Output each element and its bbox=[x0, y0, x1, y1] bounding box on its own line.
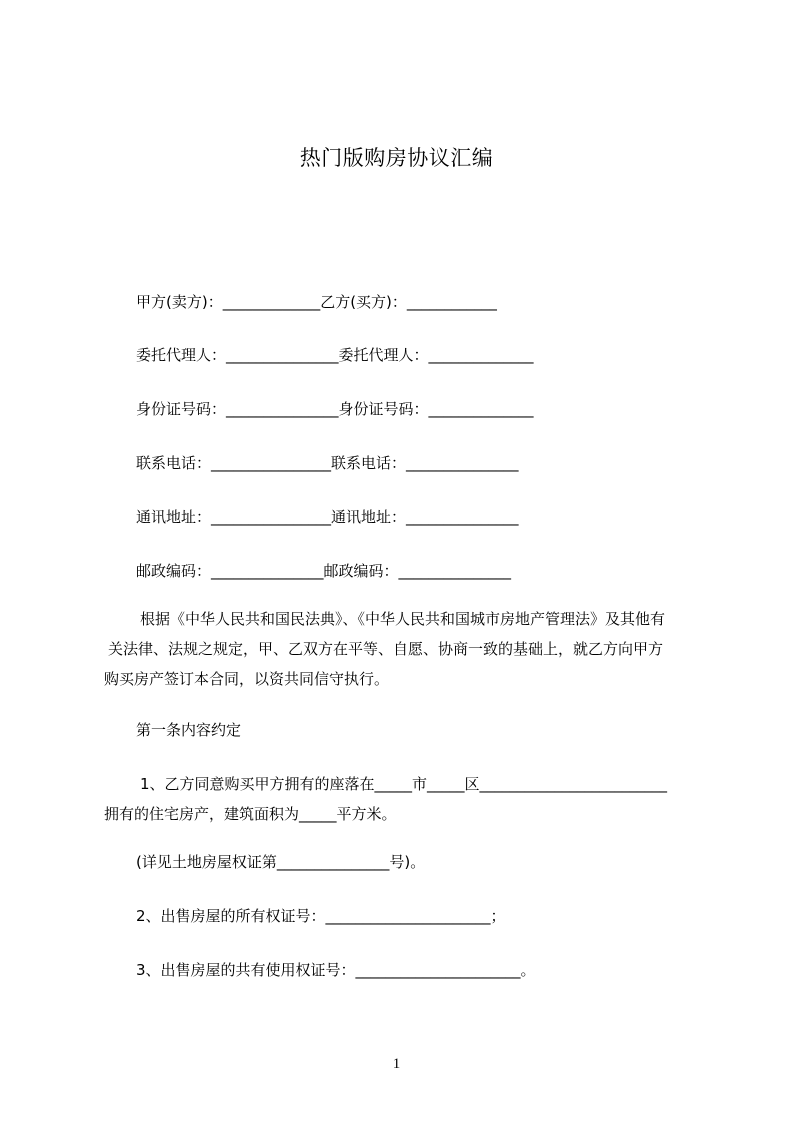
preamble-line: 购买房产签订本合同，以资共同信守执行。 bbox=[104, 670, 390, 688]
preamble-line: 关法律、法规之规定，甲、乙双方在平等、自愿、协商一致的基础上，就乙方向甲方 bbox=[108, 640, 664, 658]
field-id-numbers: 身份证号码：_______________身份证号码：______________ bbox=[136, 400, 534, 418]
field-address: 通讯地址：________________通讯地址：_______________ bbox=[136, 508, 519, 526]
document-title: 热门版购房协议汇编 bbox=[299, 146, 494, 170]
preamble-paragraph bbox=[104, 604, 704, 694]
clause-1-line: 1、乙方同意购买甲方拥有的座落在_____市_____区_________________________ bbox=[140, 775, 668, 793]
field-postal-code: 邮政编码：_______________邮政编码：_______________ bbox=[136, 562, 512, 580]
clause-2: 2、出售房屋的所有权证号：______________________； bbox=[136, 907, 506, 925]
field-seller-buyer: 甲方(卖方)：_____________乙方(买方)：____________ bbox=[136, 293, 497, 311]
field-agents: 委托代理人：_______________委托代理人：______________ bbox=[136, 346, 534, 364]
preamble-line: 根据《中华人民共和国民法典》、《中华人民共和国城市房地产管理法》及其他有 bbox=[140, 610, 666, 628]
clause-1-line: 拥有的住宅房产，建筑面积为_____平方米。 bbox=[104, 805, 397, 823]
clause-1-note: (详见土地房屋权证第_______________号)。 bbox=[136, 853, 426, 871]
page-number: 1 bbox=[392, 1056, 401, 1072]
article-1-heading: 第一条内容约定 bbox=[136, 721, 242, 739]
field-phone: 联系电话：________________联系电话：_______________ bbox=[136, 454, 519, 472]
clause-3: 3、出售房屋的共有使用权证号：______________________。 bbox=[136, 961, 536, 979]
clause-1-paragraph bbox=[104, 769, 704, 829]
